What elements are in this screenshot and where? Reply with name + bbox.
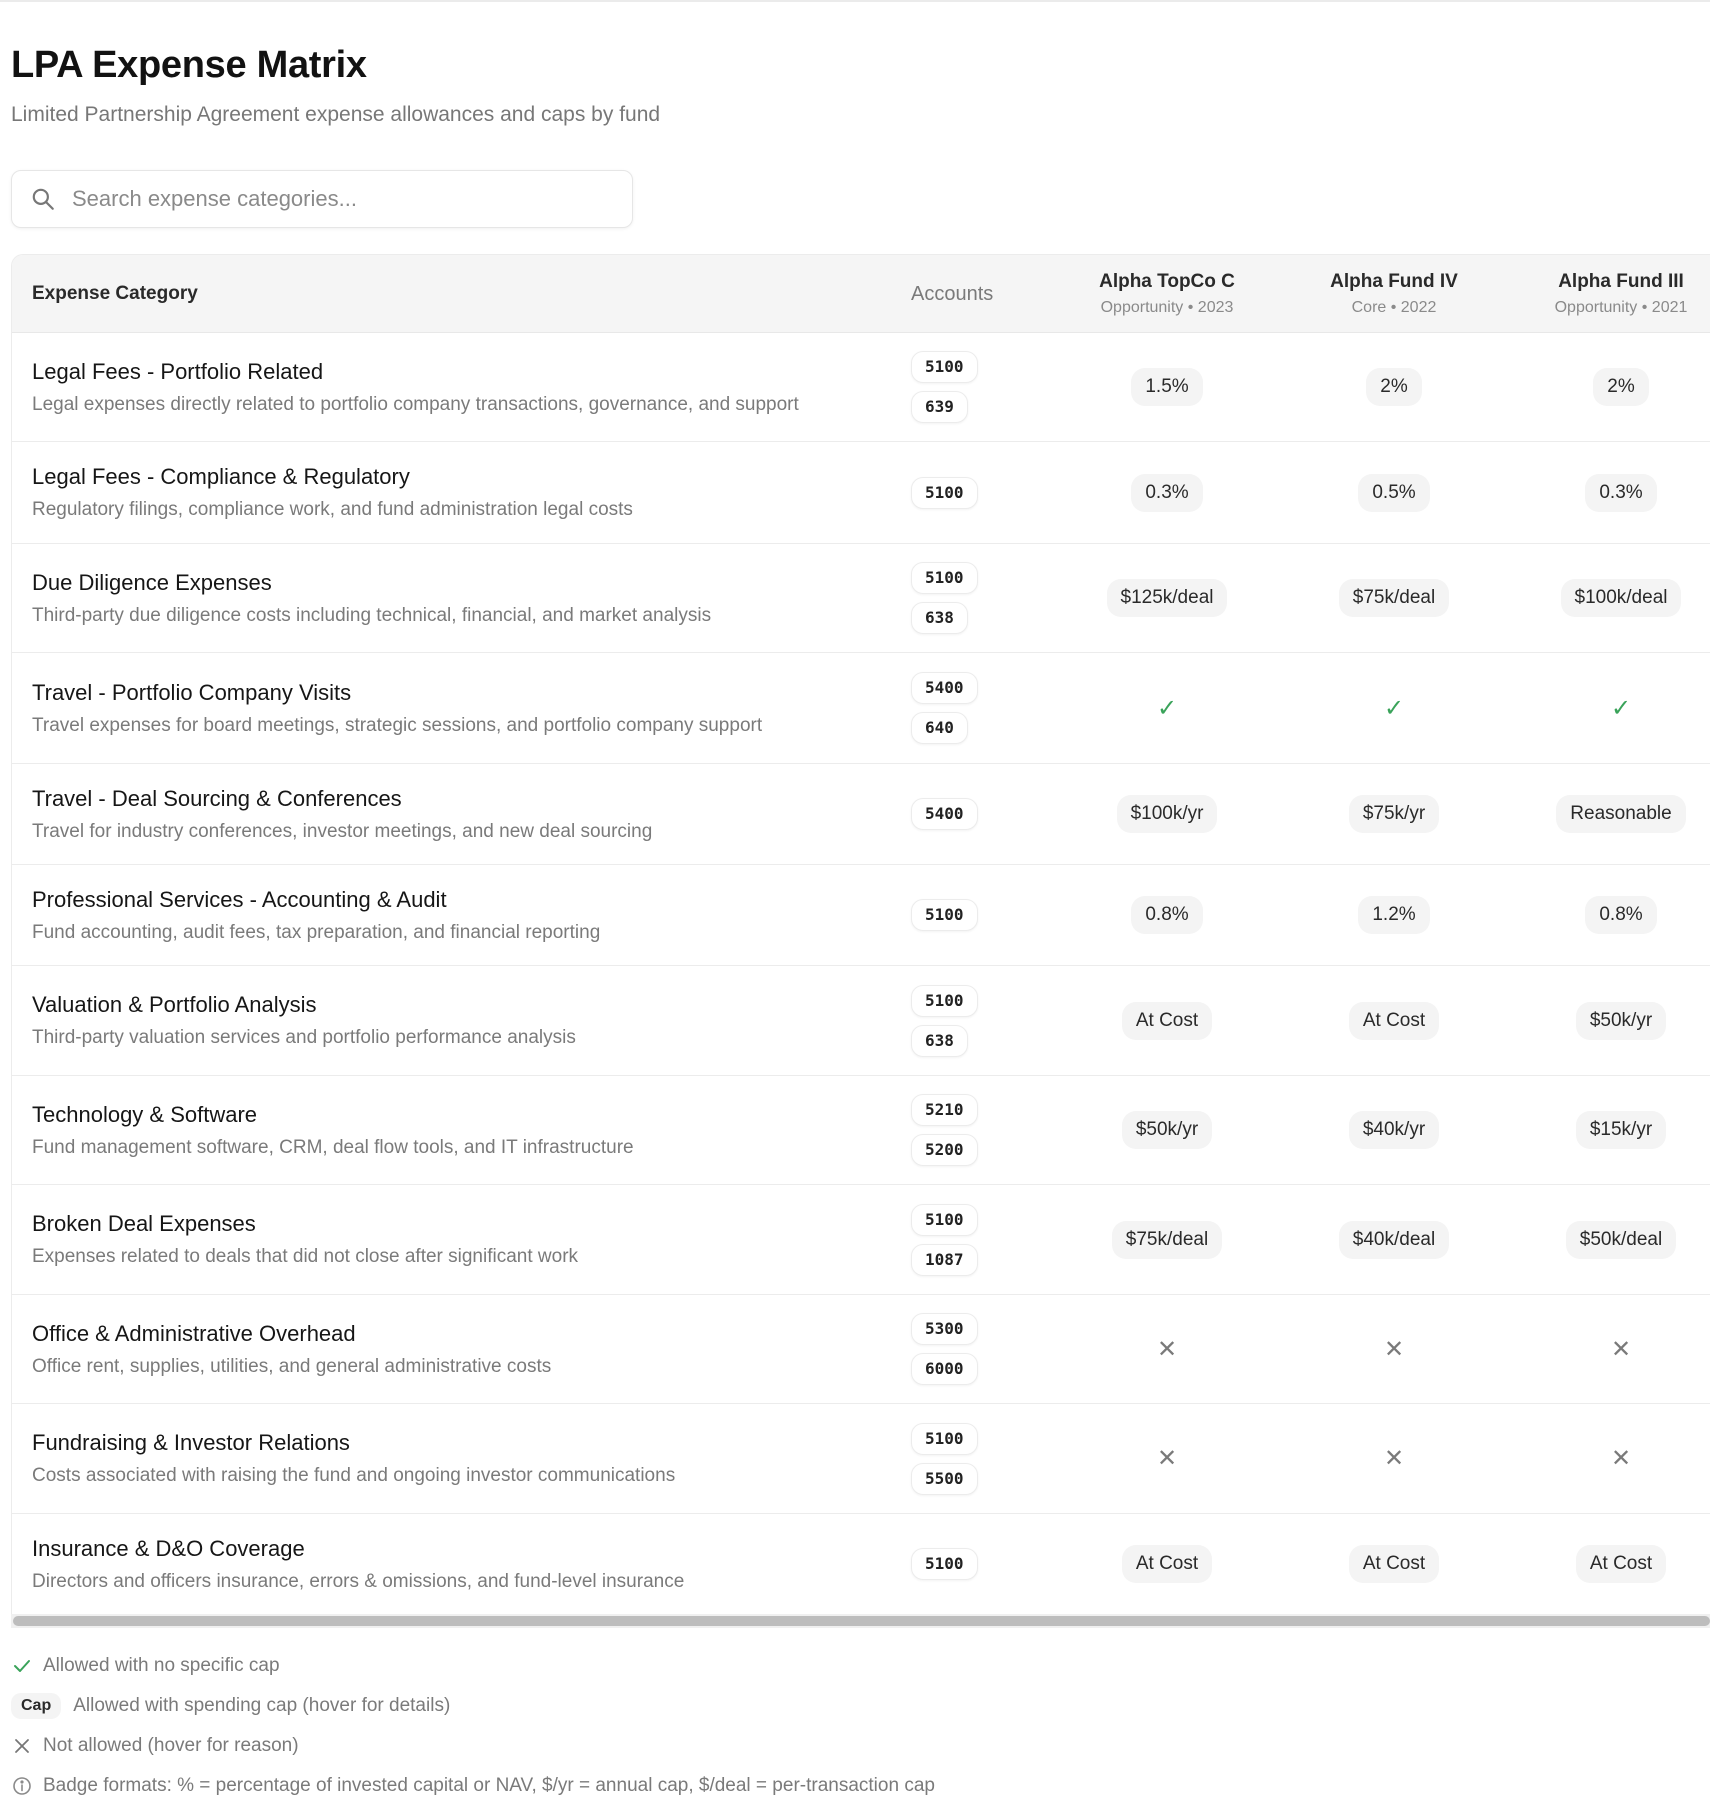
x-icon[interactable]: ✕ <box>1610 1335 1632 1363</box>
expense-category-description: Costs associated with raising the fund and ongoing investor communications <box>32 1465 676 1486</box>
table-row[interactable] <box>12 1185 1710 1295</box>
table-row[interactable] <box>12 966 1710 1076</box>
cap-badge[interactable]: $75k/yr <box>1349 795 1439 833</box>
x-icon[interactable]: ✕ <box>1156 1335 1178 1363</box>
cap-badge: Cap <box>11 1693 61 1719</box>
cap-badge[interactable]: $100k/deal <box>1561 579 1682 617</box>
fund-allowance-cell[interactable] <box>1284 966 1504 1075</box>
fund-allowance-cell[interactable] <box>1057 1404 1277 1513</box>
expense-category-description: Third-party due diligence costs including technical, financial, and market analysis <box>32 604 712 626</box>
cap-badge[interactable]: 0.8% <box>1131 896 1202 934</box>
fund-allowance-cell[interactable] <box>1284 865 1504 965</box>
account-code-badge: 1087 <box>911 1244 978 1276</box>
expense-category-description: Travel for industry conferences, investor meetings, and new deal sourcing <box>32 820 653 842</box>
expense-category-cell <box>32 865 600 965</box>
account-code-badge: 638 <box>911 602 968 634</box>
fund-subtitle: Opportunity • 2023 <box>1100 299 1234 316</box>
account-code-badge: 5100 <box>911 562 978 594</box>
expense-category-name: Legal Fees - Compliance & Regulatory <box>32 464 410 489</box>
fund-allowance-cell[interactable] <box>1511 544 1710 652</box>
expense-category-name: Broken Deal Expenses <box>32 1211 256 1236</box>
table-row[interactable] <box>12 865 1710 966</box>
cap-badge[interactable]: Reasonable <box>1556 795 1685 833</box>
expense-category-cell <box>32 764 652 864</box>
x-icon <box>11 1738 33 1754</box>
account-code-badge: 639 <box>911 391 968 423</box>
header-expense-category[interactable]: Expense Category <box>32 283 198 304</box>
top-divider <box>0 0 1710 2</box>
fund-allowance-cell[interactable] <box>1057 1076 1277 1184</box>
scrollbar-thumb[interactable] <box>13 1616 1710 1626</box>
cap-badge[interactable]: 1.2% <box>1358 896 1429 934</box>
legend <box>11 1646 935 1806</box>
table-row[interactable] <box>12 1514 1710 1615</box>
expense-category-cell <box>32 1514 684 1614</box>
table-row[interactable] <box>12 1076 1710 1185</box>
fund-allowance-cell[interactable] <box>1284 1185 1504 1294</box>
fund-allowance-cell[interactable] <box>1284 442 1504 543</box>
fund-allowance-cell[interactable] <box>1284 544 1504 652</box>
table-row[interactable] <box>12 1295 1710 1404</box>
expense-category-name: Legal Fees - Portfolio Related <box>32 358 324 384</box>
account-code-badge: 5100 <box>911 899 978 931</box>
expense-category-cell <box>32 1404 675 1513</box>
table-row[interactable] <box>12 1404 1710 1514</box>
account-code-badge: 5400 <box>911 672 978 704</box>
fund-allowance-cell[interactable] <box>1284 764 1504 864</box>
fund-allowance-cell[interactable] <box>1284 1404 1504 1513</box>
legend-allowed-text: Allowed with no specific cap <box>43 1655 280 1676</box>
fund-allowance-cell[interactable] <box>1057 544 1277 652</box>
accounts-cell <box>911 544 978 652</box>
fund-allowance-cell[interactable] <box>1284 333 1504 441</box>
expense-category-name: Due Diligence Expenses <box>32 569 272 595</box>
expense-matrix-table <box>11 254 1710 1628</box>
table-row[interactable] <box>12 653 1710 764</box>
search-icon <box>30 186 56 212</box>
fund-allowance-cell[interactable] <box>1511 442 1710 543</box>
x-icon[interactable]: ✕ <box>1156 1445 1178 1472</box>
table-row[interactable] <box>12 764 1710 865</box>
header-fund <box>1057 255 1277 333</box>
table-row[interactable] <box>12 442 1710 544</box>
legend-info-text: Badge formats: % = percentage of invested capital or NAV, $/yr = annual cap, $/deal = per-transaction cap <box>43 1775 935 1796</box>
accounts-cell <box>911 1295 978 1403</box>
cap-badge[interactable]: 2% <box>1366 368 1421 406</box>
fund-allowance-cell[interactable] <box>1511 1404 1710 1513</box>
expense-category-cell <box>32 1185 578 1294</box>
account-code-badge: 6000 <box>911 1353 978 1385</box>
info-icon <box>11 1776 33 1796</box>
account-code-badge: 5100 <box>911 1548 978 1580</box>
fund-name: Alpha Fund III <box>1558 271 1684 292</box>
accounts-cell <box>911 1076 978 1184</box>
account-code-badge: 5100 <box>911 351 978 383</box>
fund-allowance-cell[interactable] <box>1057 1185 1277 1294</box>
fund-allowance-cell[interactable] <box>1511 1514 1710 1614</box>
expense-category-description: Fund accounting, audit fees, tax preparation, and financial reporting <box>32 921 601 943</box>
account-code-badge: 5200 <box>911 1134 978 1166</box>
cap-badge[interactable]: $40k/yr <box>1349 1111 1439 1149</box>
header-fund <box>1284 255 1504 333</box>
cap-badge[interactable]: 0.3% <box>1131 474 1202 512</box>
legend-cap-text: Allowed with spending cap (hover for details) <box>73 1695 451 1716</box>
expense-category-description: Directors and officers insurance, errors & omissions, and fund-level insurance <box>32 1570 685 1592</box>
fund-allowance-cell[interactable] <box>1511 333 1710 441</box>
x-icon[interactable]: ✕ <box>1383 1335 1405 1363</box>
cap-badge[interactable]: 0.8% <box>1585 896 1656 934</box>
expense-category-name: Fundraising & Investor Relations <box>32 1430 350 1455</box>
header-accounts: Accounts <box>911 282 994 305</box>
account-code-badge: 5500 <box>911 1463 978 1495</box>
fund-allowance-cell[interactable] <box>1511 1295 1710 1403</box>
check-icon[interactable]: ✓ <box>1610 694 1632 722</box>
expense-category-description: Travel expenses for board meetings, strategic sessions, and portfolio company support <box>32 714 763 736</box>
accounts-cell <box>911 653 978 763</box>
expense-category-cell <box>32 966 576 1075</box>
fund-allowance-cell[interactable] <box>1057 865 1277 965</box>
check-icon[interactable]: ✓ <box>1383 694 1405 722</box>
expense-category-name: Professional Services - Accounting & Audit <box>32 886 447 912</box>
fund-allowance-cell[interactable] <box>1511 1185 1710 1294</box>
fund-allowance-cell[interactable] <box>1511 1076 1710 1184</box>
expense-category-name: Valuation & Portfolio Analysis <box>32 992 317 1017</box>
fund-allowance-cell[interactable] <box>1057 1295 1277 1403</box>
search-box[interactable] <box>11 170 633 228</box>
expense-category-cell <box>32 653 762 763</box>
fund-allowance-cell[interactable] <box>1057 966 1277 1075</box>
search-input[interactable] <box>72 186 612 212</box>
cap-badge[interactable]: $125k/deal <box>1107 579 1228 617</box>
account-code-badge: 640 <box>911 712 968 744</box>
cap-badge[interactable]: $75k/deal <box>1112 1221 1222 1259</box>
fund-allowance-cell[interactable] <box>1057 442 1277 543</box>
fund-allowance-cell[interactable] <box>1057 764 1277 864</box>
fund-name: Alpha TopCo C <box>1099 271 1235 292</box>
expense-category-name: Technology & Software <box>32 1101 258 1127</box>
account-code-badge: 5100 <box>911 477 978 509</box>
expense-category-name: Travel - Deal Sourcing & Conferences <box>32 785 402 811</box>
cap-badge[interactable]: At Cost <box>1349 1002 1439 1040</box>
legend-info <box>11 1766 935 1806</box>
cap-badge[interactable]: $15k/yr <box>1576 1111 1666 1149</box>
legend-not-allowed <box>11 1726 935 1766</box>
expense-category-cell <box>32 442 633 543</box>
account-code-badge: 638 <box>911 1025 968 1057</box>
table-header <box>12 255 1710 333</box>
fund-allowance-cell[interactable] <box>1284 1076 1504 1184</box>
accounts-cell <box>911 865 978 965</box>
expense-category-cell <box>32 1295 551 1403</box>
expense-category-description: Fund management software, CRM, deal flow tools, and IT infrastructure <box>32 1136 634 1158</box>
check-icon[interactable]: ✓ <box>1156 694 1178 722</box>
cap-badge[interactable]: At Cost <box>1122 1545 1212 1583</box>
cap-badge[interactable]: 0.3% <box>1585 474 1656 512</box>
expense-category-description: Office rent, supplies, utilities, and general administrative costs <box>32 1355 552 1377</box>
account-code-badge: 5100 <box>911 1423 978 1455</box>
x-icon[interactable]: ✕ <box>1383 1445 1405 1472</box>
cap-badge[interactable]: $50k/deal <box>1566 1221 1676 1259</box>
cap-badge[interactable]: 1.5% <box>1131 368 1202 406</box>
account-code-badge: 5300 <box>911 1313 978 1345</box>
cap-badge[interactable]: $100k/yr <box>1117 795 1218 833</box>
cap-badge[interactable]: $40k/deal <box>1339 1221 1449 1259</box>
legend-not-allowed-text: Not allowed (hover for reason) <box>43 1735 299 1756</box>
expense-category-cell <box>32 1076 634 1184</box>
table-row[interactable] <box>12 333 1710 442</box>
fund-subtitle: Core • 2022 <box>1351 299 1437 316</box>
fund-allowance-cell[interactable] <box>1057 1514 1277 1614</box>
cap-badge[interactable]: $50k/yr <box>1576 1002 1666 1040</box>
fund-name: Alpha Fund IV <box>1330 271 1458 292</box>
expense-category-description: Regulatory filings, compliance work, and fund administration legal costs <box>32 499 633 520</box>
account-code-badge: 5100 <box>911 985 978 1017</box>
cap-badge[interactable]: At Cost <box>1349 1545 1439 1583</box>
expense-category-name: Insurance & D&O Coverage <box>32 1535 305 1561</box>
check-icon <box>11 1658 33 1674</box>
cap-badge[interactable]: $50k/yr <box>1122 1111 1212 1149</box>
fund-allowance-cell[interactable] <box>1284 653 1504 763</box>
fund-allowance-cell[interactable] <box>1057 333 1277 441</box>
expense-category-description: Third-party valuation services and portfolio performance analysis <box>32 1027 576 1048</box>
header-fund <box>1511 255 1710 333</box>
fund-allowance-cell[interactable] <box>1511 653 1710 763</box>
expense-category-cell <box>32 544 711 652</box>
account-code-badge: 5100 <box>911 1204 978 1236</box>
expense-category-cell <box>32 333 799 441</box>
cap-badge[interactable]: At Cost <box>1122 1002 1212 1040</box>
fund-allowance-cell[interactable] <box>1284 1514 1504 1614</box>
fund-subtitle: Opportunity • 2021 <box>1554 299 1688 316</box>
accounts-cell <box>911 1514 978 1614</box>
page-subtitle: Limited Partnership Agreement expense allowances and caps by fund <box>11 103 661 126</box>
page-title: LPA Expense Matrix <box>11 44 367 86</box>
expense-category-description: Expenses related to deals that did not close after significant work <box>32 1246 579 1267</box>
fund-allowance-cell[interactable] <box>1511 865 1710 965</box>
cap-badge[interactable]: $75k/deal <box>1339 579 1449 617</box>
cap-badge[interactable]: 2% <box>1593 368 1648 406</box>
fund-allowance-cell[interactable] <box>1511 966 1710 1075</box>
accounts-cell <box>911 764 978 864</box>
accounts-cell <box>911 1185 978 1294</box>
table-row[interactable] <box>12 544 1710 653</box>
horizontal-scrollbar[interactable] <box>11 1614 1710 1628</box>
expense-category-name: Office & Administrative Overhead <box>32 1320 356 1346</box>
account-code-badge: 5400 <box>911 798 978 830</box>
accounts-cell <box>911 1404 978 1513</box>
expense-category-name: Travel - Portfolio Company Visits <box>32 679 352 705</box>
cap-badge[interactable]: At Cost <box>1576 1545 1666 1583</box>
legend-cap <box>11 1686 935 1726</box>
cap-badge[interactable]: 0.5% <box>1358 474 1429 512</box>
legend-allowed <box>11 1646 935 1686</box>
x-icon[interactable]: ✕ <box>1610 1445 1632 1472</box>
accounts-cell <box>911 333 978 441</box>
fund-allowance-cell[interactable] <box>1511 764 1710 864</box>
accounts-cell <box>911 966 978 1075</box>
fund-allowance-cell[interactable] <box>1284 1295 1504 1403</box>
account-code-badge: 5210 <box>911 1094 978 1126</box>
accounts-cell <box>911 442 978 543</box>
fund-allowance-cell[interactable] <box>1057 653 1277 763</box>
expense-category-description: Legal expenses directly related to portfolio company transactions, governance, and support <box>32 393 799 415</box>
